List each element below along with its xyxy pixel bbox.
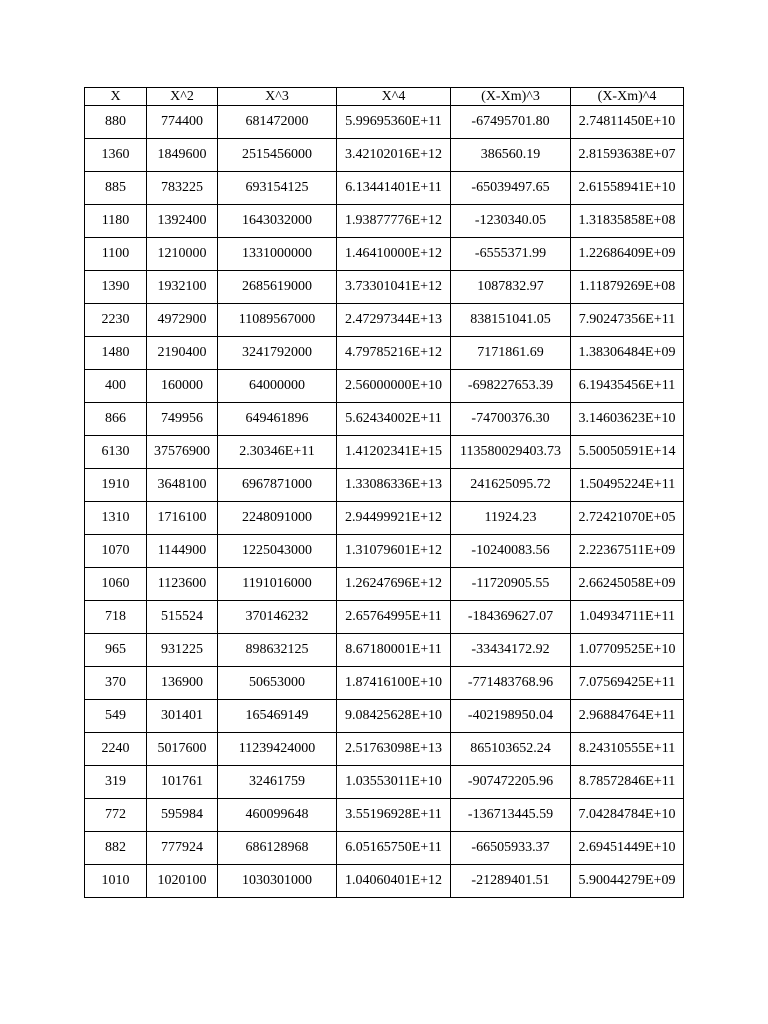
cell-x-squared: 3648100 — [147, 469, 218, 502]
cell-dev-fourth: 7.90247356E+11 — [571, 304, 684, 337]
cell-x-cubed: 11239424000 — [218, 733, 337, 766]
cell-dev-cubed: 11924.23 — [451, 502, 571, 535]
table-row — [85, 502, 684, 535]
cell-x-cubed: 3241792000 — [218, 337, 337, 370]
cell-dev-cubed: 838151041.05 — [451, 304, 571, 337]
column-header-x-cubed: X^3 — [218, 88, 337, 106]
cell-x-cubed: 2515456000 — [218, 139, 337, 172]
cell-dev-fourth: 5.90044279E+09 — [571, 865, 684, 898]
cell-x-fourth: 4.79785216E+12 — [337, 337, 451, 370]
cell-dev-cubed: -907472205.96 — [451, 766, 571, 799]
cell-x: 772 — [85, 799, 147, 832]
table-body — [85, 106, 684, 898]
table-row — [85, 799, 684, 832]
cell-x-cubed: 32461759 — [218, 766, 337, 799]
cell-dev-fourth: 6.19435456E+11 — [571, 370, 684, 403]
cell-x-squared: 160000 — [147, 370, 218, 403]
cell-x-cubed: 1191016000 — [218, 568, 337, 601]
cell-x-fourth: 1.03553011E+10 — [337, 766, 451, 799]
cell-x-fourth: 8.67180001E+11 — [337, 634, 451, 667]
cell-x-cubed: 11089567000 — [218, 304, 337, 337]
cell-dev-fourth: 2.96884764E+11 — [571, 700, 684, 733]
table-row — [85, 403, 684, 436]
cell-x-cubed: 2248091000 — [218, 502, 337, 535]
table-row — [85, 370, 684, 403]
cell-x-fourth: 1.46410000E+12 — [337, 238, 451, 271]
cell-x-cubed: 370146232 — [218, 601, 337, 634]
cell-dev-cubed: -698227653.39 — [451, 370, 571, 403]
cell-x-fourth: 6.05165750E+11 — [337, 832, 451, 865]
table-row — [85, 436, 684, 469]
cell-x-squared: 515524 — [147, 601, 218, 634]
cell-x-squared: 1020100 — [147, 865, 218, 898]
cell-x-cubed: 1030301000 — [218, 865, 337, 898]
cell-x-squared: 37576900 — [147, 436, 218, 469]
cell-x: 885 — [85, 172, 147, 205]
cell-dev-cubed: -67495701.80 — [451, 106, 571, 139]
table-row — [85, 238, 684, 271]
cell-x-fourth: 3.55196928E+11 — [337, 799, 451, 832]
table-row — [85, 271, 684, 304]
cell-x-squared: 101761 — [147, 766, 218, 799]
cell-dev-fourth: 2.74811450E+10 — [571, 106, 684, 139]
cell-dev-fourth: 7.04284784E+10 — [571, 799, 684, 832]
cell-dev-fourth: 1.22686409E+09 — [571, 238, 684, 271]
cell-x-squared: 931225 — [147, 634, 218, 667]
cell-dev-cubed: -136713445.59 — [451, 799, 571, 832]
cell-dev-cubed: 241625095.72 — [451, 469, 571, 502]
data-table — [84, 87, 684, 898]
cell-x: 6130 — [85, 436, 147, 469]
cell-x: 1390 — [85, 271, 147, 304]
cell-x-fourth: 1.93877776E+12 — [337, 205, 451, 238]
cell-x-fourth: 5.99695360E+11 — [337, 106, 451, 139]
cell-x-cubed: 1643032000 — [218, 205, 337, 238]
cell-dev-cubed: 113580029403.73 — [451, 436, 571, 469]
cell-x: 2240 — [85, 733, 147, 766]
table-row — [85, 832, 684, 865]
cell-x: 2230 — [85, 304, 147, 337]
cell-dev-fourth: 7.07569425E+11 — [571, 667, 684, 700]
cell-x-fourth: 3.73301041E+12 — [337, 271, 451, 304]
cell-dev-fourth: 8.24310555E+11 — [571, 733, 684, 766]
cell-x: 1360 — [85, 139, 147, 172]
cell-x: 866 — [85, 403, 147, 436]
cell-dev-fourth: 3.14603623E+10 — [571, 403, 684, 436]
cell-dev-cubed: 7171861.69 — [451, 337, 571, 370]
column-header-x-squared: X^2 — [147, 88, 218, 106]
cell-x-squared: 4972900 — [147, 304, 218, 337]
cell-x-squared: 783225 — [147, 172, 218, 205]
cell-x-squared: 301401 — [147, 700, 218, 733]
column-header-dev-cubed: (X-Xm)^3 — [451, 88, 571, 106]
table-row — [85, 337, 684, 370]
cell-x-cubed: 686128968 — [218, 832, 337, 865]
cell-x: 1480 — [85, 337, 147, 370]
cell-x-squared: 1210000 — [147, 238, 218, 271]
cell-x: 1310 — [85, 502, 147, 535]
cell-dev-cubed: -771483768.96 — [451, 667, 571, 700]
cell-dev-fourth: 2.61558941E+10 — [571, 172, 684, 205]
table-row — [85, 535, 684, 568]
cell-x-fourth: 6.13441401E+11 — [337, 172, 451, 205]
cell-x-fourth: 1.31079601E+12 — [337, 535, 451, 568]
cell-dev-fourth: 1.07709525E+10 — [571, 634, 684, 667]
table-row — [85, 568, 684, 601]
table-row — [85, 601, 684, 634]
table-row — [85, 865, 684, 898]
cell-x-cubed: 50653000 — [218, 667, 337, 700]
cell-x-cubed: 460099648 — [218, 799, 337, 832]
table-row — [85, 766, 684, 799]
cell-x-squared: 777924 — [147, 832, 218, 865]
cell-x-squared: 2190400 — [147, 337, 218, 370]
cell-dev-cubed: -1230340.05 — [451, 205, 571, 238]
table-row — [85, 304, 684, 337]
cell-x-squared: 749956 — [147, 403, 218, 436]
cell-x-squared: 1123600 — [147, 568, 218, 601]
cell-dev-fourth: 1.38306484E+09 — [571, 337, 684, 370]
cell-x: 718 — [85, 601, 147, 634]
cell-x-fourth: 1.87416100E+10 — [337, 667, 451, 700]
cell-dev-cubed: 865103652.24 — [451, 733, 571, 766]
cell-x: 1060 — [85, 568, 147, 601]
cell-x-cubed: 2685619000 — [218, 271, 337, 304]
cell-x-cubed: 6967871000 — [218, 469, 337, 502]
cell-dev-cubed: -65039497.65 — [451, 172, 571, 205]
cell-x: 1010 — [85, 865, 147, 898]
table-row — [85, 205, 684, 238]
cell-x-cubed: 1331000000 — [218, 238, 337, 271]
cell-x-squared: 774400 — [147, 106, 218, 139]
table-row — [85, 139, 684, 172]
table-row — [85, 106, 684, 139]
cell-x-fourth: 2.51763098E+13 — [337, 733, 451, 766]
cell-x-fourth: 9.08425628E+10 — [337, 700, 451, 733]
cell-x-cubed: 898632125 — [218, 634, 337, 667]
table-header-row — [85, 88, 684, 106]
cell-dev-cubed: -74700376.30 — [451, 403, 571, 436]
table-row — [85, 172, 684, 205]
cell-dev-fourth: 8.78572846E+11 — [571, 766, 684, 799]
column-header-x-fourth: X^4 — [337, 88, 451, 106]
cell-dev-cubed: 386560.19 — [451, 139, 571, 172]
cell-x: 1100 — [85, 238, 147, 271]
column-header-dev-fourth: (X-Xm)^4 — [571, 88, 684, 106]
cell-dev-fourth: 5.50050591E+14 — [571, 436, 684, 469]
cell-dev-fourth: 2.72421070E+05 — [571, 502, 684, 535]
cell-x-fourth: 2.56000000E+10 — [337, 370, 451, 403]
cell-x: 549 — [85, 700, 147, 733]
cell-x-fourth: 1.33086336E+13 — [337, 469, 451, 502]
cell-dev-cubed: 1087832.97 — [451, 271, 571, 304]
table-row — [85, 700, 684, 733]
cell-x-squared: 5017600 — [147, 733, 218, 766]
cell-x-squared: 1144900 — [147, 535, 218, 568]
cell-dev-cubed: -66505933.37 — [451, 832, 571, 865]
cell-dev-cubed: -10240083.56 — [451, 535, 571, 568]
cell-x-fourth: 1.26247696E+12 — [337, 568, 451, 601]
cell-x-fourth: 1.41202341E+15 — [337, 436, 451, 469]
cell-x: 882 — [85, 832, 147, 865]
cell-x-cubed: 693154125 — [218, 172, 337, 205]
cell-x-fourth: 2.65764995E+11 — [337, 601, 451, 634]
cell-x: 319 — [85, 766, 147, 799]
cell-dev-cubed: -21289401.51 — [451, 865, 571, 898]
table-row — [85, 469, 684, 502]
cell-x: 400 — [85, 370, 147, 403]
table-row — [85, 634, 684, 667]
cell-dev-cubed: -184369627.07 — [451, 601, 571, 634]
cell-x-fourth: 5.62434002E+11 — [337, 403, 451, 436]
cell-dev-fourth: 2.69451449E+10 — [571, 832, 684, 865]
cell-x-fourth: 2.47297344E+13 — [337, 304, 451, 337]
cell-x-cubed: 649461896 — [218, 403, 337, 436]
cell-x-squared: 595984 — [147, 799, 218, 832]
table-row — [85, 733, 684, 766]
table-row — [85, 667, 684, 700]
cell-x-fourth: 2.94499921E+12 — [337, 502, 451, 535]
cell-x-squared: 1932100 — [147, 271, 218, 304]
cell-x-squared: 136900 — [147, 667, 218, 700]
cell-x: 1910 — [85, 469, 147, 502]
cell-x-fourth: 1.04060401E+12 — [337, 865, 451, 898]
cell-x-cubed: 681472000 — [218, 106, 337, 139]
cell-x-cubed: 165469149 — [218, 700, 337, 733]
cell-x: 965 — [85, 634, 147, 667]
cell-x-fourth: 3.42102016E+12 — [337, 139, 451, 172]
cell-x: 1180 — [85, 205, 147, 238]
cell-dev-cubed: -33434172.92 — [451, 634, 571, 667]
cell-x: 370 — [85, 667, 147, 700]
cell-x: 1070 — [85, 535, 147, 568]
cell-dev-cubed: -402198950.04 — [451, 700, 571, 733]
cell-x-cubed: 64000000 — [218, 370, 337, 403]
cell-dev-fourth: 2.22367511E+09 — [571, 535, 684, 568]
column-header-x: X — [85, 88, 147, 106]
cell-x-cubed: 2.30346E+11 — [218, 436, 337, 469]
cell-x-squared: 1716100 — [147, 502, 218, 535]
cell-x-squared: 1392400 — [147, 205, 218, 238]
cell-dev-fourth: 1.11879269E+08 — [571, 271, 684, 304]
cell-dev-fourth: 2.81593638E+07 — [571, 139, 684, 172]
cell-dev-fourth: 1.50495224E+11 — [571, 469, 684, 502]
cell-dev-cubed: -6555371.99 — [451, 238, 571, 271]
cell-x: 880 — [85, 106, 147, 139]
cell-dev-fourth: 2.66245058E+09 — [571, 568, 684, 601]
cell-dev-fourth: 1.31835858E+08 — [571, 205, 684, 238]
cell-dev-fourth: 1.04934711E+11 — [571, 601, 684, 634]
cell-x-cubed: 1225043000 — [218, 535, 337, 568]
cell-x-squared: 1849600 — [147, 139, 218, 172]
cell-dev-cubed: -11720905.55 — [451, 568, 571, 601]
